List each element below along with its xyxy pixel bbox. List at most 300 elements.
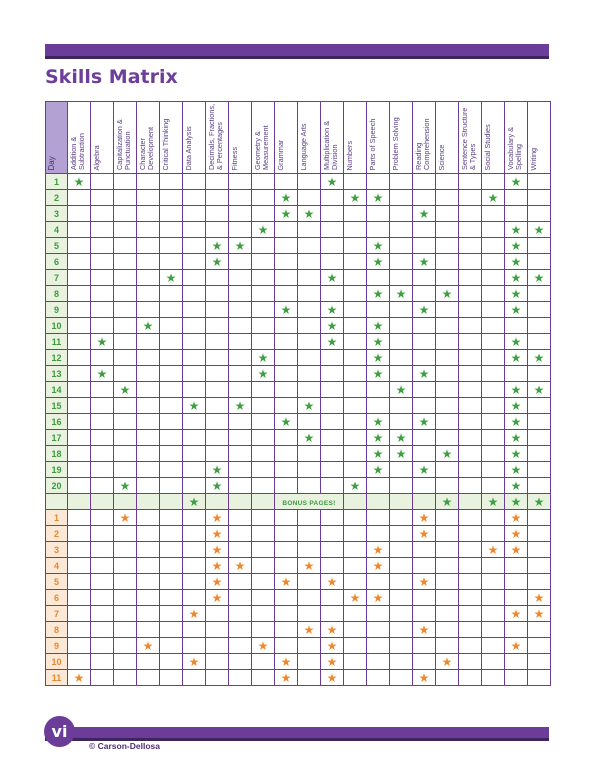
page-title: Skills Matrix	[45, 66, 178, 88]
skill-cell	[160, 558, 183, 574]
star-icon: ★	[510, 334, 522, 349]
skill-cell	[436, 654, 459, 670]
star-icon: ★	[441, 494, 453, 509]
skill-cell	[229, 606, 252, 622]
star-icon: ★	[441, 446, 453, 461]
skill-cell	[413, 638, 436, 654]
skill-cell	[390, 622, 413, 638]
skill-cell	[114, 206, 137, 222]
star-icon: ★	[73, 174, 85, 189]
skill-cell	[505, 638, 528, 654]
skill-header-label: Problem Solving	[391, 116, 400, 170]
skill-cell	[183, 318, 206, 334]
star-icon: ★	[487, 190, 499, 205]
skill-cell	[436, 526, 459, 542]
skill-cell	[275, 462, 298, 478]
skill-cell	[137, 526, 160, 542]
skill-cell	[137, 238, 160, 254]
skill-cell	[321, 270, 344, 286]
skill-cell	[505, 654, 528, 670]
skill-cell	[183, 430, 206, 446]
skill-cell	[91, 302, 114, 318]
skill-cell	[459, 366, 482, 382]
skill-cell	[390, 478, 413, 494]
skill-cell	[229, 622, 252, 638]
skill-cell	[390, 574, 413, 590]
skill-cell	[528, 366, 551, 382]
star-icon: ★	[303, 398, 315, 413]
skill-cell	[505, 286, 528, 302]
skill-cell	[160, 542, 183, 558]
skill-cell	[528, 286, 551, 302]
skill-cell	[160, 462, 183, 478]
skill-cell	[321, 190, 344, 206]
skill-cell	[413, 574, 436, 590]
skill-cell	[298, 334, 321, 350]
skill-cell	[137, 670, 160, 686]
skill-cell	[367, 510, 390, 526]
skill-column-header	[275, 102, 298, 174]
star-icon: ★	[372, 254, 384, 269]
skill-cell	[137, 222, 160, 238]
bonus-skill-cell	[528, 494, 551, 510]
star-icon: ★	[395, 446, 407, 461]
skill-cell	[183, 446, 206, 462]
skill-cell	[206, 638, 229, 654]
matrix-row	[46, 206, 551, 222]
skill-cell	[321, 670, 344, 686]
skill-cell	[367, 430, 390, 446]
skill-cell	[68, 638, 91, 654]
day-number-cell: 6	[46, 590, 68, 606]
skill-cell	[183, 286, 206, 302]
matrix-row	[46, 654, 551, 670]
skill-cell	[183, 510, 206, 526]
star-icon: ★	[372, 558, 384, 573]
skill-column-header	[229, 102, 252, 174]
star-icon: ★	[326, 318, 338, 333]
skill-cell	[528, 190, 551, 206]
skill-cell	[160, 270, 183, 286]
skill-cell	[344, 446, 367, 462]
skill-cell	[528, 270, 551, 286]
star-icon: ★	[372, 238, 384, 253]
skill-cell	[160, 174, 183, 190]
skill-cell	[459, 510, 482, 526]
skill-header-label: Geometry & Measurement	[253, 125, 270, 170]
skill-cell	[528, 222, 551, 238]
skill-cell	[252, 398, 275, 414]
skill-cell	[91, 558, 114, 574]
skill-cell	[183, 222, 206, 238]
skill-cell	[528, 174, 551, 190]
skill-cell	[275, 638, 298, 654]
skill-cell	[505, 510, 528, 526]
skill-cell	[528, 398, 551, 414]
day-number-cell: 3	[46, 542, 68, 558]
skill-cell	[298, 414, 321, 430]
skill-cell	[459, 206, 482, 222]
star-icon: ★	[211, 590, 223, 605]
skill-cell	[206, 366, 229, 382]
day-number-cell: 1	[46, 174, 68, 190]
skill-cell	[91, 318, 114, 334]
matrix-row	[46, 526, 551, 542]
skill-cell	[528, 478, 551, 494]
skill-cell	[183, 238, 206, 254]
star-icon: ★	[326, 574, 338, 589]
skill-cell	[505, 414, 528, 430]
star-icon: ★	[303, 430, 315, 445]
skill-cell	[436, 254, 459, 270]
skill-cell	[344, 670, 367, 686]
skill-cell	[459, 222, 482, 238]
star-icon: ★	[280, 414, 292, 429]
skill-cell	[482, 558, 505, 574]
skill-cell	[137, 446, 160, 462]
skill-cell	[275, 286, 298, 302]
skill-cell	[436, 398, 459, 414]
skill-cell	[367, 350, 390, 366]
skill-cell	[344, 334, 367, 350]
day-number-cell: 7	[46, 270, 68, 286]
skill-cell	[505, 174, 528, 190]
skill-cell	[344, 606, 367, 622]
skill-cell	[160, 446, 183, 462]
skill-cell	[436, 350, 459, 366]
skill-cell	[436, 622, 459, 638]
skill-cell	[275, 414, 298, 430]
skill-cell	[367, 238, 390, 254]
skill-cell	[252, 302, 275, 318]
star-icon: ★	[211, 510, 223, 525]
skill-cell	[390, 270, 413, 286]
skill-cell	[68, 206, 91, 222]
skill-cell	[413, 414, 436, 430]
skill-column-header	[390, 102, 413, 174]
skill-cell	[183, 334, 206, 350]
skill-cell	[390, 334, 413, 350]
skill-cell	[114, 462, 137, 478]
skill-cell	[275, 318, 298, 334]
star-icon: ★	[211, 462, 223, 477]
skill-cell	[482, 398, 505, 414]
star-icon: ★	[510, 174, 522, 189]
star-icon: ★	[119, 510, 131, 525]
skill-cell	[114, 526, 137, 542]
matrix-row	[46, 430, 551, 446]
skill-cell	[459, 190, 482, 206]
skill-cell	[206, 622, 229, 638]
skill-cell	[229, 190, 252, 206]
skill-cell	[298, 590, 321, 606]
skill-cell	[229, 638, 252, 654]
skill-cell	[114, 190, 137, 206]
skill-cell	[137, 558, 160, 574]
day-number-cell: 11	[46, 334, 68, 350]
skill-cell	[505, 350, 528, 366]
skill-cell	[482, 190, 505, 206]
skill-cell	[436, 510, 459, 526]
star-icon: ★	[372, 318, 384, 333]
skill-cell	[459, 350, 482, 366]
skill-cell	[298, 286, 321, 302]
skill-cell	[390, 286, 413, 302]
skill-header-label: Data Analysis	[184, 125, 193, 170]
star-icon: ★	[326, 670, 338, 685]
star-icon: ★	[510, 606, 522, 621]
bonus-skill-cell	[367, 494, 390, 510]
skill-cell	[206, 398, 229, 414]
skill-cell	[528, 510, 551, 526]
star-icon: ★	[211, 558, 223, 573]
skill-cell	[505, 190, 528, 206]
star-icon: ★	[372, 334, 384, 349]
star-icon: ★	[326, 334, 338, 349]
bonus-pages-label: BONUS PAGES!	[282, 499, 336, 507]
skill-cell	[528, 622, 551, 638]
skill-cell	[183, 558, 206, 574]
day-header-label: Day	[47, 155, 56, 170]
star-icon: ★	[533, 350, 545, 365]
skill-cell	[505, 382, 528, 398]
skill-cell	[229, 398, 252, 414]
skill-cell	[183, 366, 206, 382]
skill-cell	[160, 510, 183, 526]
skill-cell	[367, 382, 390, 398]
skill-cell	[390, 542, 413, 558]
skill-cell	[505, 302, 528, 318]
star-icon: ★	[280, 206, 292, 221]
skill-cell	[229, 334, 252, 350]
skill-cell	[367, 334, 390, 350]
skill-cell	[114, 590, 137, 606]
skill-cell	[367, 206, 390, 222]
day-number-cell: 18	[46, 446, 68, 462]
matrix-row	[46, 590, 551, 606]
skill-cell	[436, 270, 459, 286]
skill-cell	[275, 254, 298, 270]
skill-cell	[482, 478, 505, 494]
skill-cell	[68, 350, 91, 366]
skill-cell	[160, 190, 183, 206]
skill-cell	[390, 526, 413, 542]
skill-cell	[68, 510, 91, 526]
bonus-skill-cell	[390, 494, 413, 510]
skill-cell	[114, 654, 137, 670]
star-icon: ★	[487, 494, 499, 509]
day-number-cell: 14	[46, 382, 68, 398]
skill-cell	[321, 366, 344, 382]
skill-cell	[68, 334, 91, 350]
skill-cell	[68, 430, 91, 446]
skill-cell	[137, 366, 160, 382]
skill-cell	[482, 286, 505, 302]
skill-cell	[229, 670, 252, 686]
skill-cell	[390, 366, 413, 382]
skill-cell	[344, 174, 367, 190]
skill-cell	[252, 334, 275, 350]
skill-cell	[344, 622, 367, 638]
skill-cell	[160, 574, 183, 590]
skill-cell	[436, 286, 459, 302]
skill-cell	[91, 478, 114, 494]
skill-cell	[275, 446, 298, 462]
matrix-row	[46, 622, 551, 638]
skill-cell	[482, 366, 505, 382]
skill-cell	[298, 366, 321, 382]
star-icon: ★	[234, 238, 246, 253]
skill-cell	[298, 430, 321, 446]
skill-cell	[91, 366, 114, 382]
skill-cell	[390, 430, 413, 446]
skill-cell	[137, 654, 160, 670]
star-icon: ★	[510, 494, 522, 509]
skill-cell	[344, 558, 367, 574]
skill-cell	[275, 478, 298, 494]
day-number-cell: 7	[46, 606, 68, 622]
skill-cell	[505, 446, 528, 462]
star-icon: ★	[280, 302, 292, 317]
skill-cell	[367, 270, 390, 286]
skill-cell	[482, 510, 505, 526]
star-icon: ★	[280, 574, 292, 589]
skill-cell	[137, 270, 160, 286]
skill-cell	[413, 398, 436, 414]
matrix-row	[46, 190, 551, 206]
matrix-row	[46, 574, 551, 590]
skill-cell	[137, 254, 160, 270]
skill-cell	[459, 574, 482, 590]
skill-cell	[137, 318, 160, 334]
skill-cell	[229, 478, 252, 494]
skill-cell	[482, 542, 505, 558]
skill-cell	[528, 254, 551, 270]
skill-cell	[183, 462, 206, 478]
skill-cell	[298, 478, 321, 494]
skill-cell	[505, 622, 528, 638]
skill-cell	[252, 190, 275, 206]
day-number-cell: 13	[46, 366, 68, 382]
skill-cell	[344, 206, 367, 222]
skill-cell	[91, 254, 114, 270]
skill-cell	[206, 542, 229, 558]
day-number-cell: 4	[46, 222, 68, 238]
skill-cell	[505, 606, 528, 622]
skill-cell	[275, 526, 298, 542]
skill-cell	[321, 206, 344, 222]
skill-cell	[183, 622, 206, 638]
day-number-cell: 12	[46, 350, 68, 366]
star-icon: ★	[441, 654, 453, 669]
skill-cell	[321, 526, 344, 542]
skill-cell	[183, 270, 206, 286]
skill-column-header	[413, 102, 436, 174]
skill-cell	[413, 318, 436, 334]
skill-cell	[367, 606, 390, 622]
skill-cell	[91, 174, 114, 190]
skill-cell	[367, 190, 390, 206]
skill-cell	[390, 654, 413, 670]
skill-cell	[160, 238, 183, 254]
star-icon: ★	[510, 238, 522, 253]
skill-cell	[206, 318, 229, 334]
star-icon: ★	[280, 190, 292, 205]
skill-cell	[229, 270, 252, 286]
skill-cell	[321, 558, 344, 574]
skill-cell	[252, 270, 275, 286]
star-icon: ★	[418, 254, 430, 269]
skill-cell	[114, 302, 137, 318]
skill-cell	[298, 542, 321, 558]
skill-cell	[229, 238, 252, 254]
skill-cell	[482, 638, 505, 654]
skill-cell	[344, 510, 367, 526]
skill-cell	[505, 238, 528, 254]
skill-header-label: Fitness	[230, 146, 239, 170]
skill-cell	[344, 574, 367, 590]
matrix-row	[46, 302, 551, 318]
day-number-cell: 9	[46, 302, 68, 318]
day-number-cell: 1	[46, 510, 68, 526]
skill-column-header	[505, 102, 528, 174]
page-number-badge: vi	[44, 716, 75, 747]
skill-cell	[91, 526, 114, 542]
skill-cell	[206, 222, 229, 238]
skill-cell	[390, 638, 413, 654]
skill-cell	[114, 542, 137, 558]
skill-cell	[390, 318, 413, 334]
skill-cell	[528, 302, 551, 318]
skill-cell	[298, 318, 321, 334]
skill-cell	[436, 414, 459, 430]
skill-cell	[321, 622, 344, 638]
skill-cell	[528, 350, 551, 366]
matrix-row	[46, 398, 551, 414]
star-icon: ★	[395, 382, 407, 397]
skill-column-header	[321, 102, 344, 174]
skill-cell	[528, 462, 551, 478]
skill-cell	[390, 302, 413, 318]
skill-cell	[482, 654, 505, 670]
skill-cell	[229, 318, 252, 334]
skill-cell	[298, 238, 321, 254]
skills-matrix-table	[45, 101, 551, 686]
day-number-cell: 3	[46, 206, 68, 222]
day-number-cell: 20	[46, 478, 68, 494]
skill-cell	[528, 654, 551, 670]
skill-cell	[413, 478, 436, 494]
skill-cell	[528, 318, 551, 334]
star-icon: ★	[372, 414, 384, 429]
bonus-skill-cell	[413, 494, 436, 510]
skill-header-label: Numbers	[345, 140, 354, 170]
skill-cell	[413, 222, 436, 238]
skill-cell	[229, 526, 252, 542]
skill-cell	[229, 430, 252, 446]
skill-column-header	[91, 102, 114, 174]
skill-header-label: Algebra	[92, 144, 101, 170]
bonus-day-cell	[46, 494, 68, 510]
skill-cell	[275, 574, 298, 590]
skill-cell	[528, 574, 551, 590]
star-icon: ★	[372, 462, 384, 477]
skill-cell	[459, 670, 482, 686]
skill-cell	[206, 670, 229, 686]
skill-cell	[298, 350, 321, 366]
star-icon: ★	[533, 382, 545, 397]
matrix-row	[46, 542, 551, 558]
